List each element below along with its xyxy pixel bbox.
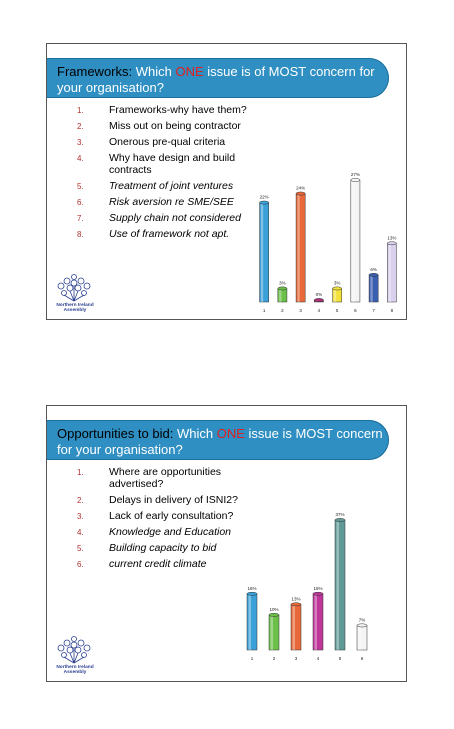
- item-text: Onerous pre-qual criteria: [109, 136, 226, 148]
- data-label: 16%: [247, 585, 257, 591]
- bar: [369, 273, 378, 302]
- item-text: Supply chain not considered: [109, 212, 241, 224]
- bar: [357, 624, 367, 650]
- bar: [269, 613, 279, 650]
- title-post: issue is MOST concern for your organisation?: [57, 426, 383, 457]
- item-number: 5.: [77, 182, 84, 191]
- item-text: Building capacity to bid: [109, 542, 217, 554]
- title-post: issue is of MOST concern for your organisation?: [57, 64, 375, 95]
- list-item: [77, 136, 247, 148]
- assembly-logo: [49, 273, 99, 313]
- item-number: 2.: [77, 496, 84, 505]
- bar: [296, 192, 305, 302]
- data-label: 3%: [333, 280, 341, 286]
- flax-logo-icon: [49, 635, 99, 665]
- data-label: 37%: [335, 512, 345, 517]
- item-number: 3.: [77, 138, 84, 147]
- data-label: 10%: [269, 606, 279, 612]
- category-label: 1: [250, 656, 254, 661]
- results-chart: [251, 166, 405, 318]
- results-chart: [237, 506, 377, 666]
- list-item: [77, 104, 247, 116]
- slide-title: [57, 426, 387, 458]
- data-label: 13%: [291, 596, 301, 602]
- bar: [247, 592, 257, 650]
- list-item: [77, 542, 247, 554]
- item-text: Risk aversion re SME/SEE: [109, 196, 234, 208]
- slide-opportunities: [46, 405, 407, 682]
- answer-list: [77, 104, 247, 244]
- item-number: 3.: [77, 512, 84, 521]
- data-label: 24%: [296, 185, 306, 191]
- data-label: 0%: [315, 292, 323, 297]
- bar: [291, 603, 301, 650]
- data-label: 16%: [313, 585, 323, 591]
- data-label: 3%: [279, 280, 286, 286]
- bar: [351, 178, 360, 302]
- item-text: Lack of early consultation?: [109, 510, 234, 522]
- item-number: 4.: [77, 528, 84, 537]
- item-text: Miss out on being contractor: [109, 120, 241, 132]
- bar: [260, 201, 269, 302]
- title-lead: Opportunities to bid:: [57, 426, 177, 441]
- category-label: 5: [335, 308, 339, 313]
- title-lead: Frameworks:: [57, 64, 136, 79]
- category-label: 6: [354, 308, 357, 313]
- category-label: 2: [281, 308, 284, 313]
- data-label: 6%: [370, 266, 377, 272]
- logo-text: Northern Ireland Assembly: [56, 302, 94, 313]
- item-text: Where are opportunities advertised?: [109, 466, 222, 490]
- bar: [333, 287, 342, 302]
- bar: [335, 518, 345, 650]
- title-emphasis: ONE: [216, 426, 245, 441]
- bar: [278, 287, 287, 302]
- item-text: Why have design and build contracts: [109, 152, 236, 176]
- list-item: [77, 558, 247, 570]
- flax-logo-icon: [49, 273, 99, 303]
- item-number: 6.: [77, 198, 84, 207]
- list-item: [77, 152, 247, 176]
- category-label: 1: [262, 308, 266, 313]
- list-item: [77, 510, 247, 522]
- list-item: [77, 180, 247, 192]
- bar-chart-svg: [251, 166, 405, 318]
- item-text: Frameworks-why have them?: [109, 104, 247, 116]
- category-label: 4: [316, 656, 320, 661]
- list-item: [77, 196, 247, 208]
- list-item: [77, 526, 247, 538]
- item-number: 2.: [77, 122, 84, 131]
- item-number: 5.: [77, 544, 84, 553]
- category-label: 2: [272, 656, 276, 661]
- item-text: Treatment of joint ventures: [109, 180, 234, 192]
- title-pre: Which: [135, 64, 176, 79]
- item-number: 1.: [77, 106, 84, 115]
- item-text: Use of framework not apt.: [109, 228, 230, 240]
- list-item: [77, 228, 247, 240]
- item-text: Knowledge and Education: [109, 526, 232, 538]
- title-pre: Which: [176, 426, 217, 441]
- item-number: 6.: [77, 560, 84, 569]
- data-label: 7%: [358, 617, 366, 623]
- logo-text: Northern Ireland Assembly: [56, 664, 94, 675]
- item-number: 7.: [77, 214, 84, 223]
- item-number: 4.: [77, 154, 84, 163]
- category-label: 6: [360, 656, 364, 661]
- data-label: 27%: [350, 172, 360, 177]
- slide-title: [57, 64, 387, 96]
- data-label: 13%: [387, 235, 397, 241]
- title-emphasis: ONE: [175, 64, 204, 79]
- item-number: 1.: [77, 468, 84, 477]
- item-number: 8.: [77, 230, 84, 239]
- list-item: [77, 212, 247, 224]
- data-label: 22%: [259, 194, 269, 200]
- bar: [314, 298, 323, 302]
- list-item: [77, 120, 247, 132]
- category-label: 5: [338, 656, 342, 661]
- bar-chart-svg: [237, 506, 377, 666]
- item-text: Delays in delivery of ISNI2?: [109, 494, 238, 506]
- assembly-logo: [49, 635, 99, 675]
- bar: [313, 592, 323, 650]
- category-label: 8: [390, 308, 394, 313]
- item-text: current credit climate: [109, 558, 207, 570]
- category-label: 3: [294, 656, 298, 661]
- slide-frameworks: [46, 43, 407, 320]
- bar: [387, 242, 396, 302]
- list-item: [77, 466, 247, 490]
- category-label: 3: [299, 308, 302, 313]
- category-label: 4: [317, 308, 321, 313]
- answer-list: [77, 466, 247, 574]
- list-item: [77, 494, 247, 506]
- category-label: 7: [372, 308, 375, 313]
